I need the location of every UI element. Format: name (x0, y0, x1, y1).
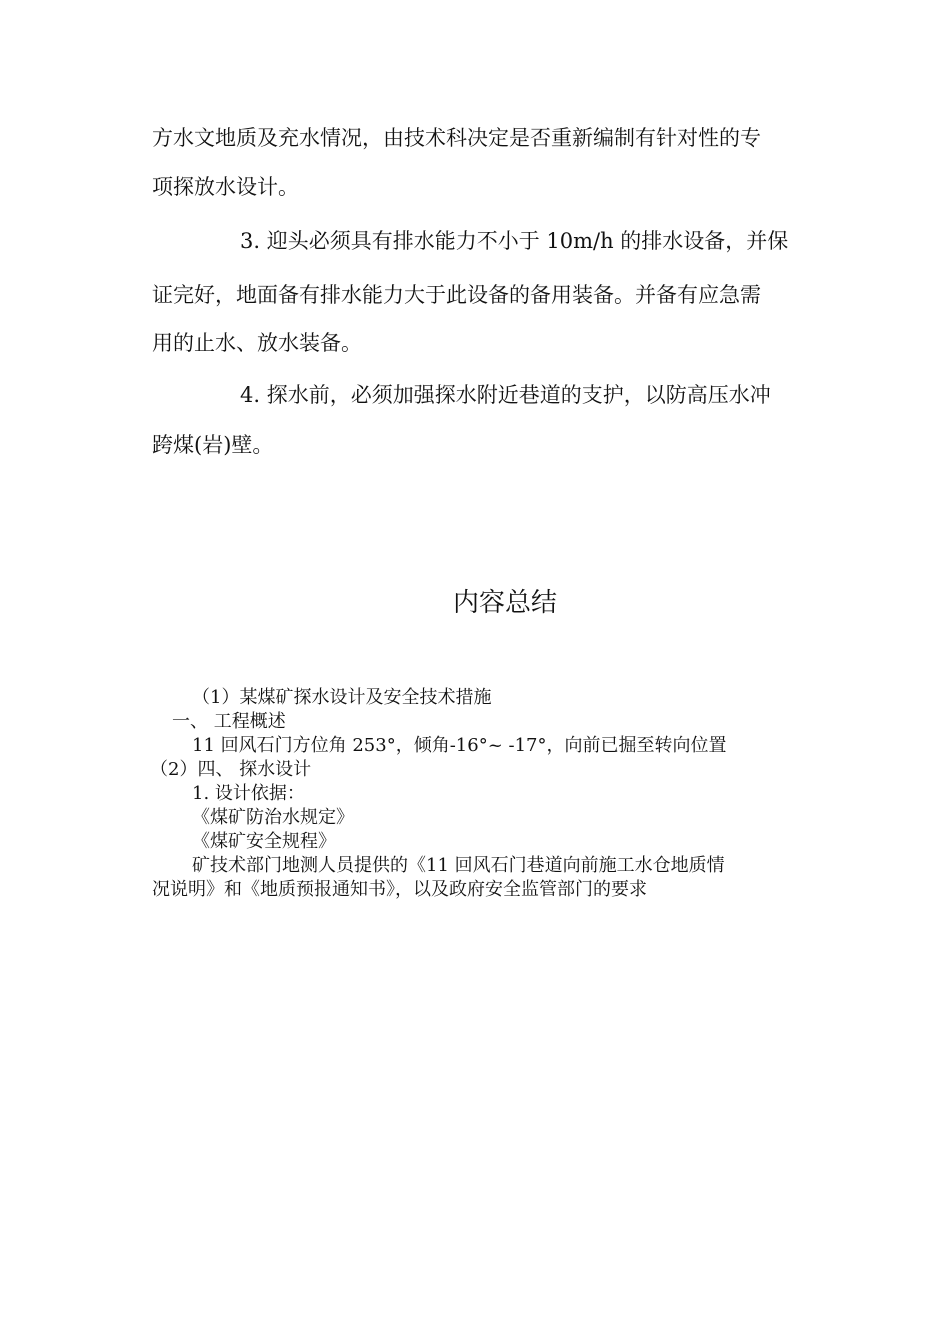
body-text-line: 4. 探水前，必须加强探水附近巷道的支护，以防高压水冲 (240, 383, 771, 407)
summary-line: （1）某煤矿探水设计及安全技术措施 (192, 687, 492, 708)
summary-title: 内容总结 (452, 588, 557, 618)
body-text-line: 用的止水、放水装备。 (152, 331, 362, 355)
summary-line: 11 回风石门方位角 253°，倾角-16°~ -17°，向前已掘至转向位置 (192, 735, 727, 756)
summary-line: 《煤矿防治水规定》 (192, 807, 354, 828)
summary-line: 矿技术部门地测人员提供的《11 回风石门巷道向前施工水仓地质情 (192, 855, 725, 876)
body-text-line: 项探放水设计。 (152, 175, 299, 199)
summary-line: 一、 工程概述 (172, 711, 286, 732)
summary-line: 况说明》和《地质预报通知书》，以及政府安全监管部门的要求 (152, 879, 647, 900)
body-text-line: 证完好，地面备有排水能力大于此设备的备用装备。并备有应急需 (152, 283, 761, 307)
summary-line: （2）四、 探水设计 (150, 759, 312, 780)
body-text-line: 跨煤(岩)壁。 (152, 433, 274, 457)
summary-line: 《煤矿安全规程》 (192, 831, 336, 852)
body-text-line: 3. 迎头必须具有排水能力不小于 10m/h 的排水设备，并保 (240, 229, 789, 253)
summary-line: 1. 设计依据： (192, 783, 305, 804)
body-text-line: 方水文地质及充水情况，由技术科决定是否重新编制有针对性的专 (152, 126, 761, 150)
